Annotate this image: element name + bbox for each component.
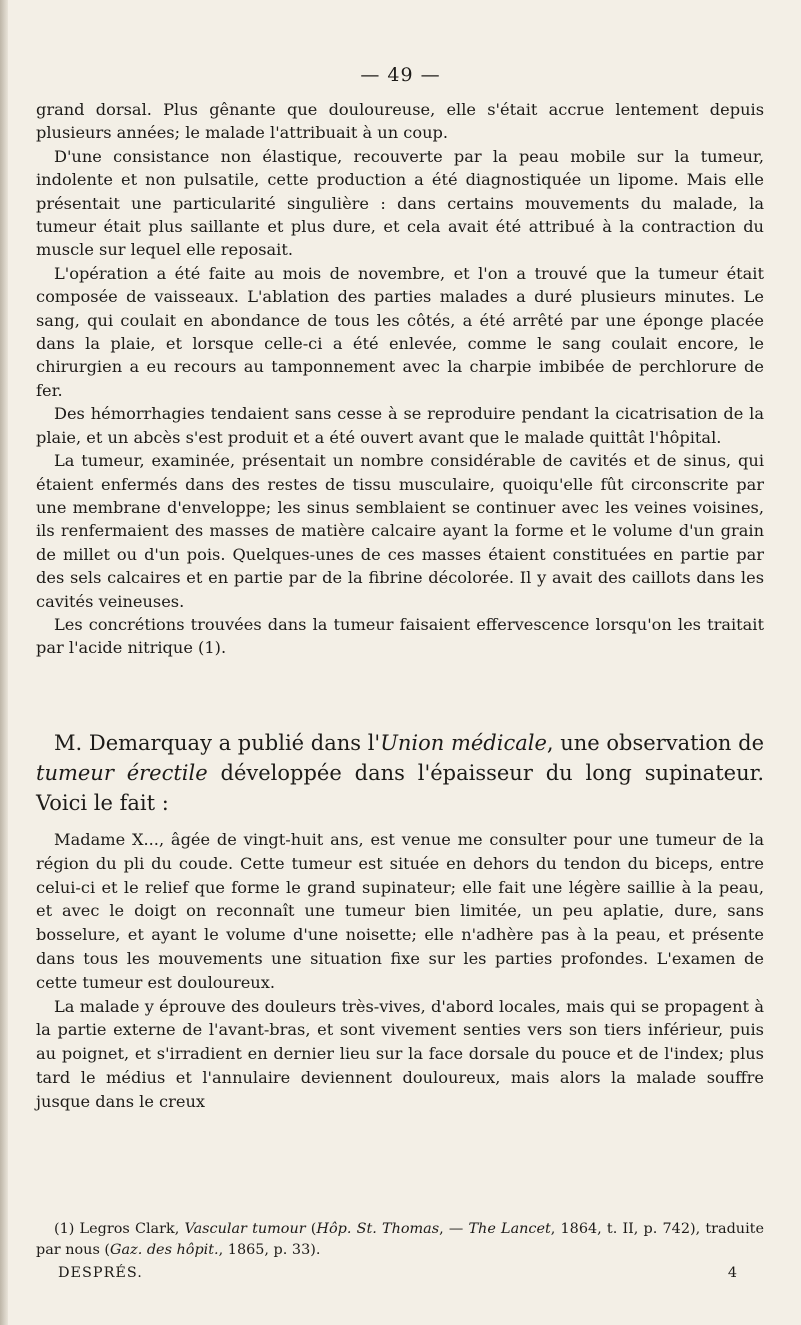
page-edge-shadow — [0, 0, 8, 1325]
signature-line — [58, 1265, 758, 1281]
footnote-source: Hôp. St. Thomas — [316, 1221, 440, 1237]
paragraph: La tumeur, examinée, présentait un nombre considérable de cavités et de sinus, qui étaient enfermés dans des restes de tissu musculaire, quoiqu'elle fût circonscrite par une membrane d'enveloppe; les sinus semblaient se continuer avec les veines voisines, ils renfermaient des masses de matière calcaire ayant la forme et le volume d'un grain de millet ou d'un pois. Quelques-unes de ces masses étaient constituées en partie par des sels calcaires et en partie par de la fibrine décolorée. Il y avait des caillots dans les cavités veineuses. — [36, 451, 764, 611]
footnote-text — [36, 1219, 764, 1261]
paragraph: L'opération a été faite au mois de novembre, et l'on a trouvé que la tumeur était composée de vaisseaux. L'ablation des parties malades a duré plusieurs minutes. Le sang, qui coulait en abondance de tous les côtés, a été arrêté par une éponge placée dans la plaie, et lorsque celle-ci a été enlevée, comme le sang coulait encore, le chirurgien a eu recours au tamponnement avec la charpie imbibée de perchlorure de fer. — [36, 263, 764, 400]
footnote-source-open: ( — [305, 1221, 317, 1237]
intro-suffix: développée dans l'épaisseur du long supinateur. Voici le fait : — [36, 761, 764, 815]
case-report — [36, 828, 764, 1114]
intro-mid: , une observation de — [546, 731, 764, 755]
case-description — [36, 98, 764, 660]
condition-name: tumeur érectile — [36, 761, 208, 785]
footnote-journal: The Lancet — [468, 1221, 551, 1237]
paragraph — [36, 728, 764, 818]
footnote-prefix: (1) Legros Clark, — [54, 1221, 185, 1237]
footnote-work: Vascular tumour — [184, 1221, 306, 1237]
page-number: — 49 — — [360, 64, 441, 86]
intro-prefix: M. Demarquay a publié dans l' — [54, 731, 381, 755]
footnote-detail: , 1864, t. II, p. 742), traduite par nous ( — [36, 1221, 764, 1258]
observation-intro — [36, 728, 764, 818]
footnote — [36, 1219, 764, 1261]
paragraph: Des hémorrhagies tendaient sans cesse à se reproduire pendant la cicatrisation de la plaie, et un abcès s'est produit et a été ouvert avant que le malade quittât l'hôpital. — [36, 404, 764, 447]
paragraph: La malade y éprouve des douleurs très-vives, d'abord locales, mais qui se propagent à la partie externe de l'avant-bras, et sont vivement senties vers son tiers inférieur, puis au poignet, et s'irradient en dernier lieu sur la face dorsale du pouce et de l'index; plus tard le médius et l'annulaire deviennent douloureux, mais alors la malade souffre jusque dans le creux — [36, 996, 764, 1111]
paragraph: grand dorsal. Plus gênante que douloureuse, elle s'était accrue lentement depuis plusieurs années; le malade l'attribuait à un coup. — [36, 100, 764, 143]
signature-mark: 4 — [727, 1265, 738, 1281]
signature-author: DESPRÉS. — [58, 1265, 143, 1281]
paragraph: Madame X..., âgée de vingt-huit ans, est venue me consulter pour une tumeur de la région du pli du coude. Cette tumeur est située en dehors du tendon du biceps, entre celui-ci et le relief que forme le grand supinateur; elle fait une légère saillie à la peau, et avec le doigt on reconnaît une tumeur bien limitée, un peu aplatie, dure, sans bosselure, et ayant le volume d'une noisette; elle n'adhère pas à la peau, et présente dans tous les mouvements une situation fixe sur les parties profondes. L'examen de cette tumeur est douloureux. — [36, 830, 764, 992]
footnote-gazette: Gaz. des hôpit. — [110, 1242, 219, 1258]
paragraph: Les concrétions trouvées dans la tumeur faisaient effervescence lorsqu'on les traitait par l'acide nitrique (1). — [36, 614, 764, 658]
journal-title: Union médicale — [380, 731, 547, 755]
paragraph: D'une consistance non élastique, recouverte par la peau mobile sur la tumeur, indolente et non pulsatile, cette production a été diagnostiquée un lipome. Mais elle présentait une particularité singulière : dans certains mouvements du malade, la tumeur était plus saillante et plus dure, et cela avait été attribué à la contraction du muscle sur lequel elle reposait. — [36, 146, 764, 260]
footnote-end: , 1865, p. 33). — [218, 1242, 321, 1258]
footnote-mid: , — — [439, 1221, 469, 1237]
